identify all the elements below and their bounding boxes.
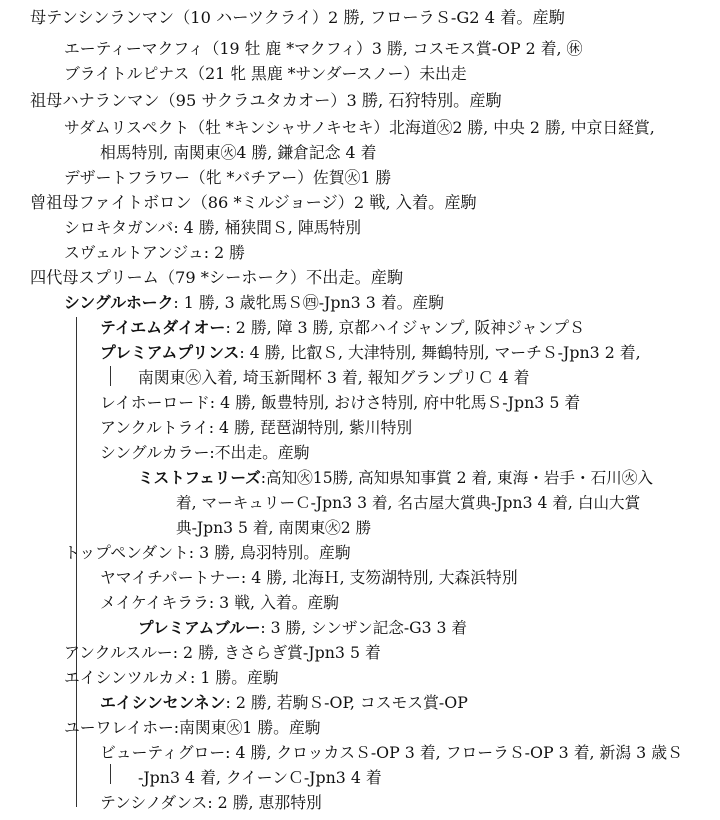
horse-name: ビューティグロー [100,743,226,762]
horse-record: 相馬特別, 南関東㊋4 勝, 鎌倉記念 4 着 [100,143,377,162]
horse-name: トップペンダント [64,543,189,562]
horse-name: シロキタガンバ [64,218,174,237]
fourth-dam-line [30,268,403,288]
horse-name: 祖母ハナランマン [30,91,160,110]
horse-record: : 3 勝, 鳥羽特別。産駒 [188,543,351,562]
horse-record: : 2 勝, 恵那特別 [207,793,322,812]
horse-record: : 3 勝, シンザン記念-G3 3 着 [260,619,467,637]
offspring-row [64,218,361,238]
offspring-row [100,418,412,438]
tree-line-premium-prince [110,366,111,386]
offspring-row [100,318,585,338]
dam-line [30,8,565,28]
offspring-row [64,643,381,663]
horse-name: ブライトルピナス [64,64,190,83]
offspring-row-cont [100,143,376,163]
horse-name: テイエムダイオー [100,318,226,337]
horse-record: : 1 勝。産駒 [189,668,279,687]
offspring-row [64,168,391,188]
offspring-row [64,543,351,563]
horse-record: -Jpn3 4 着, クイーンＣ-Jpn3 4 着 [138,768,382,787]
offspring-row-cont [176,518,371,538]
horse-record: : 3 戦, 入着。産駒 [208,593,340,612]
horse-name: ミストフェリーズ [138,469,261,487]
offspring-row [64,118,655,138]
horse-record: : 4 勝, 飯豊特別, おけさ特別, 府中牝馬Ｓ-Jpn3 5 着 [209,393,581,412]
horse-record: : 4 勝, 北海Ｈ, 支笏湖特別, 大森浜特別 [240,568,518,587]
horse-record: : 1 勝, 3 歳牝馬Ｓ㊃-Jpn3 3 着。産駒 [173,293,445,312]
offspring-row-cont [138,368,529,388]
offspring-row [138,618,467,638]
offspring-row [138,468,653,488]
offspring-row [64,39,582,59]
horse-name: シングルカラー [100,443,210,462]
offspring-row [64,718,321,738]
horse-name: レイホーロード [100,393,210,412]
horse-name: ヤマイチパートナー [100,568,241,587]
granddam-line [30,91,502,111]
horse-name: プレミアムプリンス [100,343,240,362]
horse-record: :不出走。産駒 [209,443,310,462]
horse-name: プレミアムブルー [138,619,261,637]
horse-record: : 2 勝, 障 3 勝, 京都ハイジャンプ, 阪神ジャンプＳ [225,318,585,337]
horse-record: : 2 勝, きさらぎ賞-Jpn3 5 着 [172,643,381,662]
horse-record: 着, マーキュリーＣ-Jpn3 3 着, 名古屋大賞典-Jpn3 4 着, 白山大賞 [176,494,641,512]
offspring-row [100,443,310,463]
horse-record: （牡 *キンシャサノキセキ）北海道㊋2 勝, 中央 2 勝, 中京日経賞, [189,118,655,137]
horse-record: 典-Jpn3 5 着, 南関東㊋2 勝 [176,519,372,537]
tree-line-beauty-glow [110,764,111,784]
horse-name: サダムリスペクト [64,118,190,137]
horse-record: : 4 勝, 桶狭間Ｓ, 陣馬特別 [173,218,362,237]
horse-record: : 4 勝, クロッカスＳ-OP 3 着, フローラＳ-OP 3 着, 新潟 3 歳Ｓ [225,743,683,762]
horse-name: エイシンセンネン [100,693,226,712]
offspring-row [64,668,279,688]
horse-record: :南関東㊋1 勝。産駒 [173,718,321,737]
offspring-row [100,393,580,413]
offspring-row [100,693,468,713]
horse-record: （牝 *バチアー）佐賀㊋1 勝 [189,168,392,187]
horse-name: 曾祖母ファイトボロン [30,193,192,212]
horse-record: 南関東㊋入着, 埼玉新聞杯 3 着, 報知グランプリＣ 4 着 [138,368,530,387]
horse-name: デザートフラワー [64,168,190,187]
horse-record: （19 牡 鹿 *マクフィ）3 勝, コスモス賞-OP 2 着, ㊡ [203,39,583,58]
horse-name: エーティーマクフィ [64,39,204,58]
offspring-row-cont [138,768,382,788]
offspring-row [100,593,339,613]
horse-name: スヴェルトアンジュ [64,243,204,262]
offspring-row [64,293,444,313]
horse-name: シングルホーク [64,293,174,312]
horse-name: アンクルスルー [64,643,173,662]
horse-name: アンクルトライ [100,418,209,437]
horse-record: : 2 勝 [203,243,245,262]
horse-name: メイケイキララ [100,593,209,612]
horse-record: : 4 勝, 琵琶湖特別, 紫川特別 [208,418,413,437]
horse-record: （10 ハーツクライ）2 勝, フローラＳ-G2 4 着。産駒 [174,8,565,27]
horse-record: : 2 勝, 若駒Ｓ-OP, コスモス賞-OP [225,693,468,712]
horse-record: （79 *シーホーク）不出走。産駒 [158,268,404,287]
horse-record: （21 牝 黒鹿 *サンダースノー）未出走 [189,64,467,83]
offspring-row [64,64,467,84]
horse-record: :高知㊋15勝, 高知県知事賞 2 着, 東海・岩手・石川㊋入 [260,469,653,487]
horse-name: 四代母スプリーム [30,268,159,287]
offspring-row [100,743,683,763]
horse-name: 母テンシンランマン [30,8,175,27]
horse-record: （95 サクラユタカオー）3 勝, 石狩特別。産駒 [159,91,502,110]
horse-record: : 4 勝, 比叡Ｓ, 大津特別, 舞鶴特別, マーチＳ-Jpn3 2 着, [239,343,641,362]
horse-name: テンシノダンス [100,793,208,812]
great-granddam-line [30,193,477,213]
horse-name: エイシンツルカメ [64,668,190,687]
offspring-row-cont [176,493,640,513]
offspring-row [64,243,245,263]
offspring-row [100,793,322,813]
offspring-row [100,568,518,588]
horse-name: ユーワレイホー [64,718,174,737]
horse-record: （86 *ミルジョージ）2 戦, 入着。産駒 [191,193,477,212]
offspring-row [100,343,641,363]
